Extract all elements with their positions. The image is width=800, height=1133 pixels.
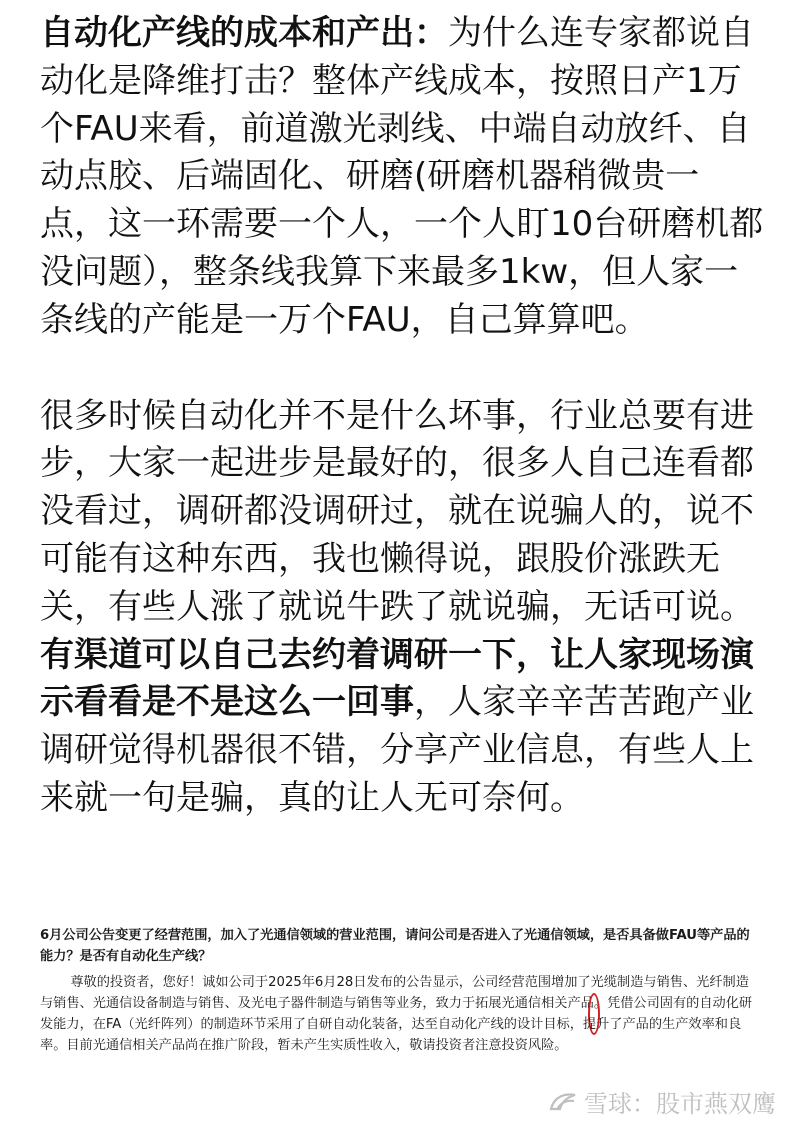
paragraph-research-advice	[40, 632, 764, 823]
snowball-logo-icon	[548, 1089, 578, 1115]
answer-text: ，在FA（光纤阵列）的	[79, 1017, 214, 1032]
paragraph-spacer	[40, 345, 764, 393]
paragraph-automation-opinion: 很多时候自动化并不是什么坏事，行业总要有进步，大家一起进步是最好的，很多人自己连看都没看过，调研都没调研过，就在说骗人的，说不可能有这种东西，我也懒得说，跟股价涨跌无关，有些人涨了就说牛跌了就说骗，无话可说。	[40, 395, 754, 627]
answer-text: 。目前光通信相关产品尚在推广阶段，暂未产生实质性收入，敬请投资者注意投资风险。	[53, 1038, 568, 1053]
underlined-text: 制造环节采用了自研自动化装备，达至自动化产线的设计目标，提升了产品的生产效率和良率	[40, 1017, 742, 1053]
paragraph-text: ，人家辛辛苦苦跑产业调研觉得机器很不错，分享产业信息，有些人上来就一句是骗，真的让人无可奈何。	[40, 682, 754, 818]
paragraph-heading: 自动化产线的成本和产出：	[40, 13, 448, 53]
paragraph-cost-output	[40, 10, 764, 345]
bold-emphasis: 有渠道可以自己去约着调研一下，让人家现场演示看看是不是这么一回事	[40, 634, 754, 723]
article-body	[40, 10, 764, 823]
investor-question: 6月公司公告变更了经营范围，加入了光通信领域的营业范围，请问公司是否进入了光通信领域，是否具备做FAU等产品的能力？是否有自动化生产线？	[40, 928, 750, 964]
company-answer	[40, 972, 762, 1056]
paragraph-text: 为什么连专家都说自动化是降维打击？整体产线成本，按照日产1万个FAU来看，前道激光剥线、中端自动放纤、自动点胶、后端固化、研磨(研磨机器稍微贵一点，这一环需要一个人，一个人盯10台研磨机都没问题），整条线我算下来最多1kw，但人家一条线的产能是一万个FAU，自己算算吧。	[40, 13, 764, 340]
circled-text: 。凭借公司固有的自动化研发能力	[40, 996, 753, 1032]
investor-qa-screenshot	[40, 925, 762, 1056]
watermark	[548, 1084, 776, 1119]
watermark-text: 雪球：股市燕双鹰	[584, 1090, 776, 1118]
answer-text: 尊敬的投资者，您好！诚如公司于2025年6月28日发布的公告显示，公司经营范围增加了光缆制造与销售、光纤制造与销售、光通信设备制造与销售、及光电子器件制造与销售等业务，致力于拓展光通信相关产品	[40, 975, 749, 1011]
